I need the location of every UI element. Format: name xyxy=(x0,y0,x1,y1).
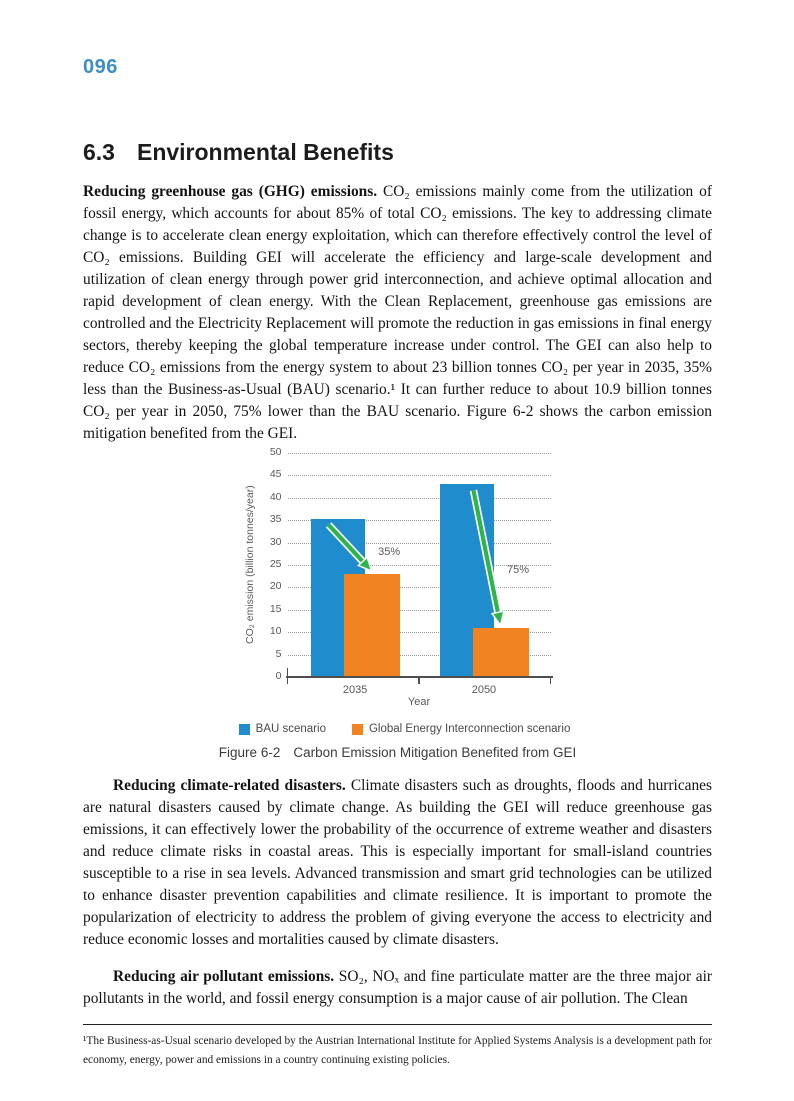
y-tick-label: 40 xyxy=(269,490,282,503)
x-tick-label: 2035 xyxy=(342,684,368,696)
arrow-percent-label: 35% xyxy=(378,545,401,558)
footnote xyxy=(83,1032,712,1070)
y-tick-label: 35 xyxy=(269,513,282,526)
y-axis-title: CO₂ emission (billion tonnes/year) xyxy=(243,485,256,645)
y-tick-label: 45 xyxy=(269,468,282,481)
y-tick-label: 15 xyxy=(269,602,282,615)
y-tick-label: 10 xyxy=(269,625,282,638)
page-number: 096 xyxy=(83,56,118,78)
x-axis-tick xyxy=(418,678,420,684)
footnote-marker: ¹ xyxy=(83,1035,87,1047)
y-tick-label: 30 xyxy=(269,535,282,548)
figure-caption-label: Figure 6-2 xyxy=(218,745,281,760)
legend-label: Global Energy Interconnection scenario xyxy=(368,723,571,735)
paragraph-body: CO₂ emissions mainly come from the utilization of fossil energy, which accounts for about 85% of total CO₂ emissions. The key to addressing climate change is to accelerate clean energy exploitation, which can therefore effectively control the level of CO₂ emissions. Building GEI will accelerate the efficiency and large-scale development and utilization of clean energy through power grid interconnection, and achieve optimal allocation and rapid development of clean energy. With the Clean Replacement, greenhouse gas emissions are controlled and the Electricity Replacement will promote the reduction in gas emissions in final energy sectors, thereby keeping the global temperature increase under control. The GEI can also help to reduce CO₂ emissions from the energy system to about 23 billion tonnes CO₂ per year in 2035, 35% less than the Business-as-Usual (BAU) scenario.¹ It can further reduce to about 10.9 billion tonnes CO₂ per year in 2050, 75% lower than the BAU scenario. Figure 6-2 shows the carbon emission mitigation benefited from the GEI. xyxy=(83,183,712,442)
y-tick-label: 50 xyxy=(269,446,282,458)
y-tick-label: 20 xyxy=(269,580,282,593)
section-heading xyxy=(83,139,712,166)
paragraph-air-pollutants xyxy=(83,966,712,1010)
paragraph-lead: Reducing climate-related disasters. xyxy=(113,777,346,794)
legend-label: BAU scenario xyxy=(255,723,326,735)
y-tick-label: 5 xyxy=(275,647,282,660)
section-number: 6.3 xyxy=(83,139,115,165)
arrow-head xyxy=(492,611,504,625)
x-axis-tick xyxy=(287,678,289,684)
paragraph-climate-disasters xyxy=(83,775,712,951)
x-tick-label: 2050 xyxy=(471,684,497,696)
figure-caption xyxy=(83,745,712,760)
bar-chart xyxy=(242,446,554,711)
chart-legend xyxy=(97,723,712,735)
legend-swatch xyxy=(239,724,250,735)
section-title: Environmental Benefits xyxy=(136,139,394,165)
figure-caption-text: Carbon Emission Mitigation Benefited from GEI xyxy=(293,745,577,760)
arrow-percent-label: 75% xyxy=(506,564,529,577)
paragraph-lead: Reducing greenhouse gas (GHG) emissions. xyxy=(83,183,378,200)
footnote-text: The Business-as-Usual scenario developed by the Austrian International Institute for Applied Systems Analysis is a development path for economy, energy, power and emissions in a country continuing existing policies. xyxy=(83,1035,712,1066)
x-axis-line xyxy=(286,676,553,679)
paragraph-body: SO₂, NOₓ and fine particulate matter are the three major air pollutants in the world, and fossil energy consumption is a major cause of air pollution. The Clean xyxy=(83,968,712,1007)
legend-item xyxy=(352,723,570,735)
y-axis-tick xyxy=(287,668,289,677)
figure-6-2 xyxy=(83,446,712,760)
chart-plot-area xyxy=(269,446,551,708)
paragraph-lead: Reducing air pollutant emissions. xyxy=(113,968,335,985)
paragraph-body: Climate disasters such as droughts, floods and hurricanes are natural disasters caused by climate change. As building the GEI will reduce greenhouse gas emissions, it can effectively lower the probability of the occurrence of extreme weather and disasters and reduce climate risks in coastal areas. This is especially important for small-island countries susceptible to a rise in sea levels. Advanced transmission and smart grid technologies can be utilized to enhance disaster prevention capabilities and climate resilience. It is important to promote the popularization of electricity to address the problem of giving everyone the access to electricity and reduce economic losses and mortalities caused by climate disasters. xyxy=(83,777,713,948)
footnote-rule xyxy=(83,1024,712,1025)
legend-item xyxy=(239,723,326,735)
y-tick-label: 0 xyxy=(275,670,282,682)
legend-swatch xyxy=(352,724,363,735)
x-axis-tick xyxy=(550,678,552,684)
y-tick-label: 25 xyxy=(269,558,282,570)
paragraph-ghg-emissions xyxy=(83,181,712,445)
x-axis-label: Year xyxy=(407,696,431,708)
